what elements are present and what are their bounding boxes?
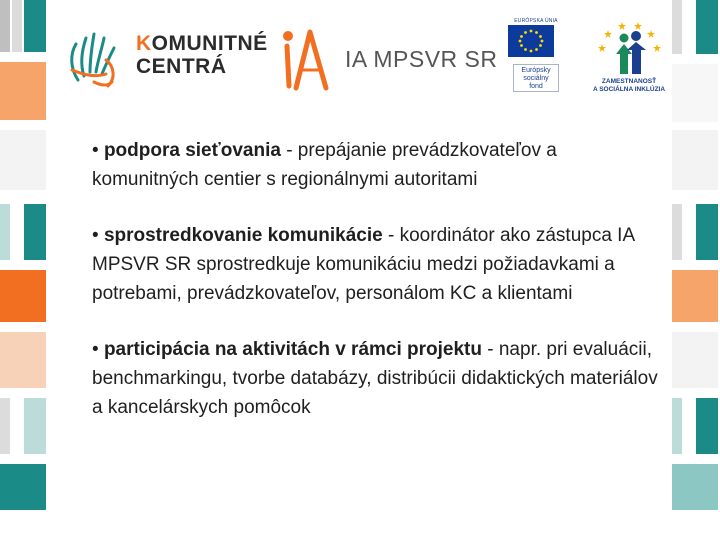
zsi-label-line: ZAMESTNANOSŤ: [601, 78, 657, 85]
kc-logo-line2: CENTRÁ: [136, 55, 227, 78]
decor-block: [0, 204, 10, 260]
decor-block: [672, 398, 682, 454]
esf-label-line: fond: [529, 83, 543, 90]
decor-block: [696, 0, 718, 54]
decor-block: [672, 0, 682, 54]
decor-block: [696, 398, 718, 454]
esf-label-line: sociálny: [523, 75, 549, 82]
decor-block: [0, 398, 10, 454]
bullet-item: [92, 221, 658, 308]
bullet-heading: participácia na aktivitách v rámci projektu: [103, 339, 482, 360]
eu-flag-icon: [508, 25, 554, 57]
content-area: [92, 136, 658, 449]
kc-logo-line1: OMUNITNÉ: [151, 32, 268, 55]
zsi-label-line: A SOCIÁLNA INKLÚZIA: [592, 86, 666, 93]
decor-block: [24, 398, 46, 454]
decor-block: [0, 62, 46, 120]
bullet-item: [92, 335, 658, 422]
bullet-item: [92, 136, 658, 194]
logo-header: [60, 18, 670, 108]
decor-block: [672, 130, 718, 190]
decor-block: [0, 464, 46, 510]
hands-icon: [64, 24, 124, 94]
zsi-label: [588, 78, 670, 94]
decor-block: [0, 332, 46, 388]
zsi-logo: [588, 18, 670, 106]
bullet-marker: •: [92, 140, 99, 161]
esf-label-line: Európsky: [521, 67, 551, 74]
kc-logo-k: K: [136, 32, 152, 55]
people-icon: [594, 20, 664, 76]
decor-block: [696, 204, 718, 260]
left-decor-strip: [0, 0, 46, 540]
decor-block: [672, 204, 682, 260]
esf-label: [513, 64, 559, 92]
bullet-text: - prepájanie prevádzkovateľov a komunitných centier s regionálnymi autoritami: [92, 140, 557, 190]
decor-block: [12, 0, 22, 52]
decor-block: [672, 270, 718, 322]
decor-block: [672, 464, 718, 510]
ia-mark-icon: [278, 24, 334, 94]
kc-logo-text: [136, 32, 268, 78]
bullet-marker: •: [92, 225, 99, 246]
decor-block: [672, 64, 718, 122]
decor-block: [0, 130, 46, 190]
decor-block: [0, 270, 46, 322]
bullet-marker: •: [92, 339, 99, 360]
decor-block: [0, 0, 10, 52]
esf-logo: [508, 18, 564, 98]
bullet-text: - napr. pri evaluácii, benchmarkingu, tvorbe databázy, distribúcii didaktických materiálov a kancelárskych pomôcok: [92, 339, 658, 418]
esf-caption: EURÓPSKA ÚNIA: [514, 18, 558, 24]
bullet-text: - koordinátor ako zástupca IA MPSVR SR sprostredkuje komunikáciu medzi požiadavkami a potrebami, prevádzkovateľov, personálom KC a klientami: [92, 225, 635, 304]
right-decor-strip: [672, 0, 718, 540]
ia-logo-text: IA MPSVR SR: [345, 46, 498, 72]
bullet-heading: sprostredkovanie komunikácie: [103, 225, 383, 246]
bullet-heading: podpora sieťovania: [103, 140, 281, 161]
decor-block: [24, 204, 46, 260]
decor-block: [672, 332, 718, 388]
decor-block: [24, 0, 46, 52]
